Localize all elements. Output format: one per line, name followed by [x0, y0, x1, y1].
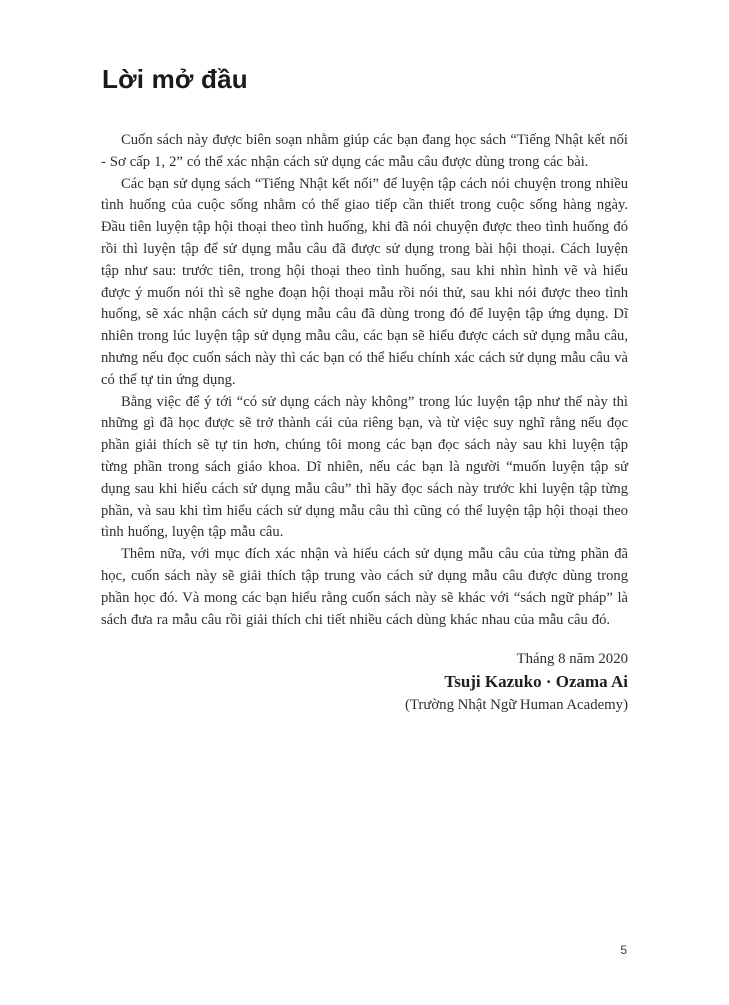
signature-date: Tháng 8 năm 2020	[516, 651, 628, 667]
signature-affiliation: (Trường Nhật Ngữ Human Academy)	[404, 697, 628, 713]
preface-paragraph-4: Thêm nữa, với mục đích xác nhận và hiểu cách sử dụng mẫu câu của từng phần đã học, cuốn sách này sẽ giải thích tập trung vào cách sử dụng mẫu câu được dùng trong phần học đó. Và mong các bạn hiểu rằng cuốn sách này sẽ khác với “sách ngữ pháp” là sách đưa ra mẫu câu rồi giải thích chi tiết nhiều cách dùng khác nhau của mẫu câu đó.	[101, 546, 628, 628]
signature-authors: Tsuji Kazuko · Ozama Ai	[444, 672, 628, 691]
preface-paragraph-1: Cuốn sách này được biên soạn nhằm giúp các bạn đang học sách “Tiếng Nhật kết nối - Sơ cấp 1, 2” có thể xác nhận cách sử dụng các mẫu câu được dùng trong các bài.	[101, 132, 628, 170]
page-title: Lời mở đầu	[102, 64, 248, 94]
preface-paragraph-2: Các bạn sử dụng sách “Tiếng Nhật kết nối” để luyện tập cách nói chuyện trong nhiều tình huống của cuộc sống nhằm có thể giao tiếp cần thiết trong cuộc sống hàng ngày. Đầu tiên luyện tập hội thoại theo tình huống, khi đã nói chuyện được theo tình huống đó rồi thì luyện tập để sử dụng mẫu câu đã được sử dụng trong bài hội thoại. Cách luyện tập như sau: trước tiên, trong hội thoại theo tình huống, sau khi nhìn hình vẽ và hiểu được ý muốn nói thì sẽ nghe đoạn hội thoại mẫu rồi nói thử, sau khi nói được theo tình huống, sẽ xác nhận cách sử dụng mẫu câu đã dùng trong đó để luyện tập ứng dụng. Dĩ nhiên trong lúc luyện tập sử dụng mẫu câu, các bạn sẽ hiểu được cách sử dụng mẫu câu, nhưng nếu đọc cuốn sách này thì các bạn có thể hiểu chính xác cách sử dụng mẫu câu và có thể tự tin ứng dụng.	[101, 175, 628, 388]
signature-block	[405, 648, 628, 716]
page-number: 5	[620, 943, 627, 957]
page-content	[101, 0, 628, 713]
preface-body	[101, 130, 628, 631]
preface-paragraph-3: Bằng việc để ý tới “có sử dụng cách này không” trong lúc luyện tập như thế này thì những gì đã học được sẽ trở thành cái của riêng bạn, và từ việc suy nghĩ rằng nếu đọc phần giải thích sẽ tự tin hơn, chúng tôi mong các bạn đọc sách này sau khi luyện tập từng phần trong sách giáo khoa. Dĩ nhiên, nếu các bạn là người “muốn luyện tập sử dụng sau khi hiểu cách sử dụng mẫu câu” thì hãy đọc sách này trước khi luyện tập từng phần, và sau khi tìm hiểu cách sử dụng mẫu câu thì cũng có thể luyện tập hội thoại theo tình huống, luyện tập mẫu câu.	[101, 393, 628, 541]
